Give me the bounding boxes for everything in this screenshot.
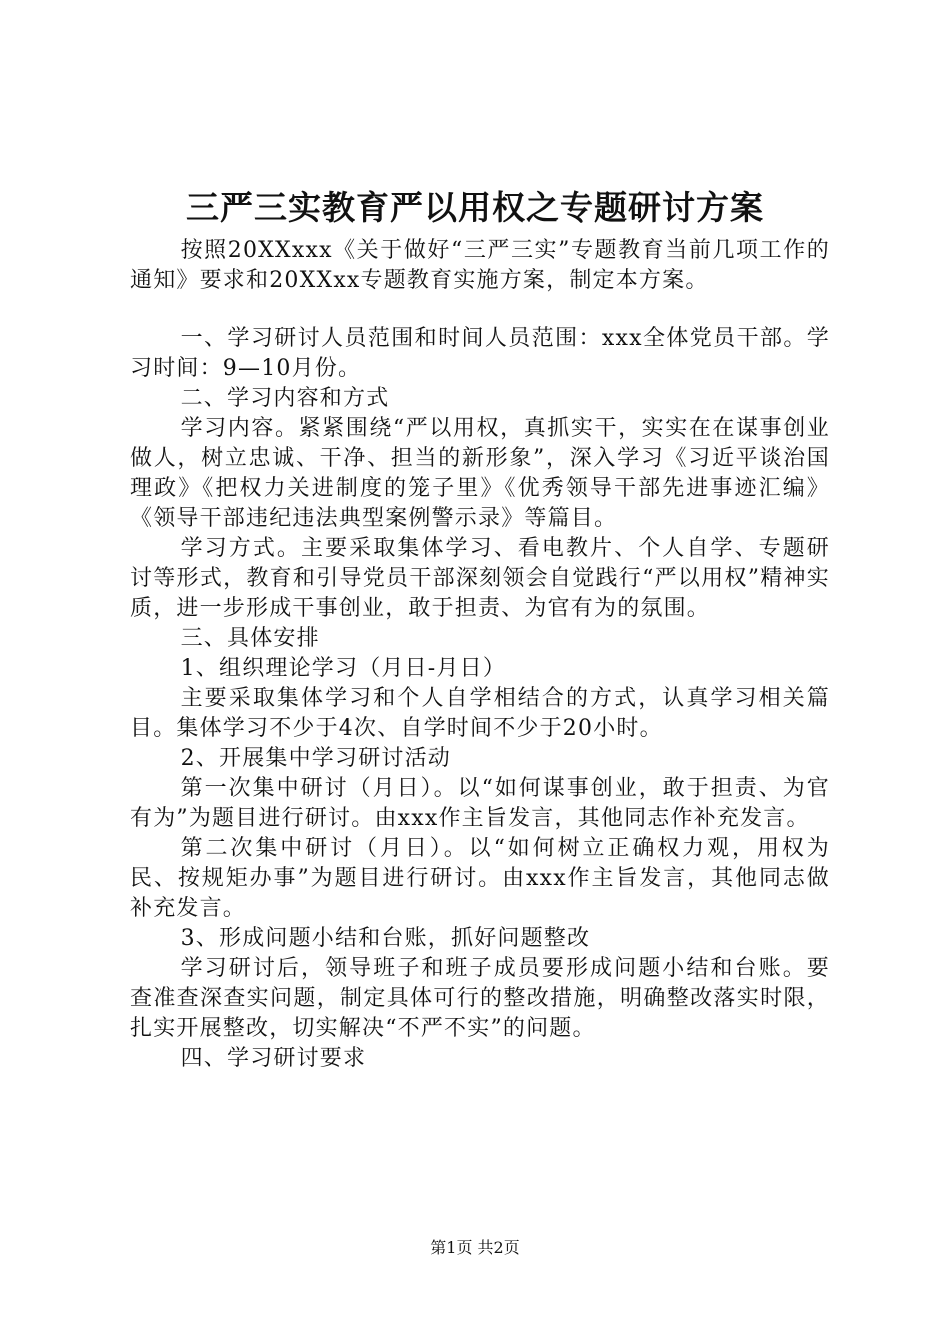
subsection-3-paragraph: 学习研讨后，领导班子和班子成员要形成问题小结和台账。要查准查深查实问题，制定具体可行的整改措施，明确整改落实时限，扎实开展整改，切实解决“不严不实”的问题。 — [130, 956, 830, 1041]
subsection-1-heading: 1、组织理论学习（月日-月日） — [180, 656, 507, 681]
first-discussion-paragraph: 第一次集中研讨（月日）。以“如何谋事创业，敢于担责、为官有为”为题目进行研讨。由xxx作主旨发言，其他同志作补充发言。 — [130, 776, 830, 831]
study-content-paragraph: 学习内容。紧紧围绕“严以用权，真抓实干，实实在在谋事创业做人，树立忠诚、干净、担当的新形象”，深入学习《习近平谈治国理政》《把权力关进制度的笼子里》《优秀领导干部先进事迹汇编》《领导干部违纪违法典型案例警示录》等篇目。 — [130, 416, 830, 531]
section-2-heading: 二、学习内容和方式 — [180, 386, 390, 411]
second-discussion-paragraph: 第二次集中研讨（月日）。以“如何树立正确权力观，用权为民、按规矩办事”为题目进行研讨。由xxx作主旨发言，其他同志做补充发言。 — [130, 836, 830, 921]
paragraph-spacer — [130, 296, 830, 324]
section-3-heading: 三、具体安排 — [180, 626, 320, 651]
subsection-2-heading: 2、开展集中学习研讨活动 — [180, 746, 451, 771]
document-body — [130, 236, 830, 1074]
document-title: 三严三实教育严以用权之专题研讨方案 — [186, 188, 764, 227]
intro-paragraph: 按照20XXxxx《关于做好“三严三实”专题教育当前几项工作的通知》要求和20XXxx专题教育实施方案，制定本方案。 — [130, 238, 830, 293]
study-method-paragraph: 学习方式。主要采取集体学习、看电教片、个人自学、专题研讨等形式，教育和引导党员干部深刻领会自觉践行“严以用权”精神实质，进一步形成干事创业，敢于担责、为官有为的氛围。 — [130, 536, 830, 621]
subsection-3-heading: 3、形成问题小结和台账，抓好问题整改 — [180, 926, 591, 951]
page-footer: 第1页 共2页 — [430, 1238, 520, 1257]
subsection-1-paragraph: 主要采取集体学习和个人自学相结合的方式，认真学习相关篇目。集体学习不少于4次、自学时间不少于20小时。 — [130, 686, 830, 741]
section-4-heading: 四、学习研讨要求 — [180, 1046, 367, 1071]
section-1-paragraph: 一、学习研讨人员范围和时间人员范围：xxx全体党员干部。学习时间：9—10月份。 — [130, 326, 830, 381]
